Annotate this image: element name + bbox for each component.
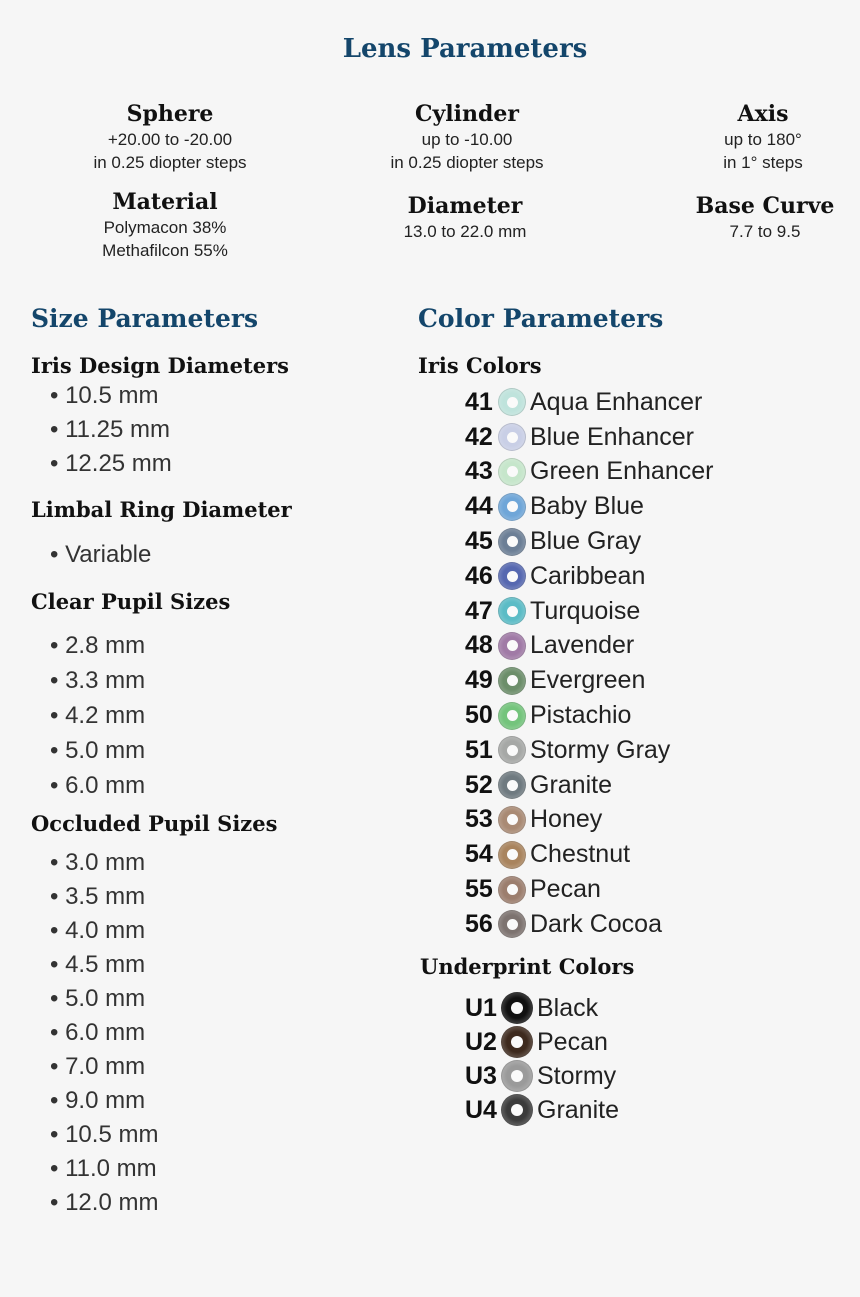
list-item [465,837,713,872]
list-item: • 6.0 mm [50,1016,158,1050]
param-line: Polymacon 38% [103,218,227,237]
iris-swatch-icon [498,702,526,730]
page-title: Lens Parameters [342,34,588,64]
iris-swatch-icon [498,562,526,590]
underprint-swatch-icon [501,992,533,1024]
iris-swatch-icon [498,423,526,451]
list-item [465,1059,619,1093]
color-name: Green Enhancer [530,457,714,486]
underprint-colors-list [465,991,619,1127]
list-item: • 10.5 mm [50,379,172,413]
list-item [465,489,713,524]
material-param [65,188,265,262]
list-item: • 4.0 mm [50,914,158,948]
list-item: • 3.5 mm [50,880,158,914]
color-name: Black [537,993,599,1022]
color-name: Pecan [537,1027,608,1056]
param-name: Base Curve [695,193,835,219]
color-name: Dark Cocoa [530,909,662,938]
list-item: • 5.0 mm [50,982,158,1016]
color-code: 46 [465,561,493,590]
color-code: U1 [465,993,497,1022]
underprint-colors-title: Underprint Colors [420,954,635,979]
color-code: U2 [465,1027,497,1056]
iris-design-diameters-list [50,379,172,481]
color-code: 49 [465,666,493,695]
list-item: • 5.0 mm [50,733,145,768]
color-name: Turquoise [530,596,641,625]
list-item [465,663,713,698]
iris-swatch-icon [498,528,526,556]
list-item [465,991,619,1025]
list-item: • 3.0 mm [50,846,158,880]
list-item: • 10.5 mm [50,1118,158,1152]
list-item: • 7.0 mm [50,1050,158,1084]
iris-swatch-icon [498,458,526,486]
iris-swatch-icon [498,876,526,904]
cylinder-param [367,100,567,174]
iris-design-diameters-title: Iris Design Diameters [31,353,289,378]
color-code: 42 [465,422,493,451]
param-line: 7.7 to 9.5 [729,222,801,241]
list-item [465,733,713,768]
param-line: Methafilcon 55% [102,241,228,260]
list-item: • 2.8 mm [50,628,145,663]
param-line: in 0.25 diopter steps [93,153,247,172]
size-parameters-title: Size Parameters [31,304,259,333]
list-item [465,594,713,629]
list-item [465,768,713,803]
color-name: Stormy [537,1061,617,1090]
underprint-swatch-icon [501,1060,533,1092]
list-item: • 4.2 mm [50,698,145,733]
param-line: +20.00 to -20.00 [107,130,233,149]
iris-colors-list [465,385,713,942]
iris-swatch-icon [498,910,526,938]
clear-pupil-sizes-title: Clear Pupil Sizes [31,589,231,614]
underprint-swatch-icon [501,1094,533,1126]
param-line: up to -10.00 [421,130,513,149]
iris-swatch-icon [498,841,526,869]
param-line: 13.0 to 22.0 mm [403,222,527,241]
color-name: Granite [537,1095,619,1124]
color-code: 53 [465,805,493,834]
list-item [465,629,713,664]
list-item [465,1093,619,1127]
color-code: 45 [465,527,493,556]
list-item [465,803,713,838]
color-parameters-title: Color Parameters [418,304,664,333]
param-name: Material [112,189,218,215]
axis-param [663,100,860,174]
iris-swatch-icon [498,388,526,416]
color-code: 55 [465,875,493,904]
iris-swatch-icon [498,632,526,660]
color-code: 41 [465,387,493,416]
list-item: • 11.25 mm [50,413,172,447]
iris-swatch-icon [498,736,526,764]
param-line: up to 180° [724,130,802,149]
color-code: 47 [465,596,493,625]
underprint-swatch-icon [501,1026,533,1058]
color-name: Granite [530,770,612,799]
color-name: Caribbean [530,561,646,590]
occluded-pupil-sizes-title: Occluded Pupil Sizes [31,811,278,836]
color-name: Blue Gray [530,527,642,556]
list-item: • 12.25 mm [50,447,172,481]
color-name: Pistachio [530,701,632,730]
list-item: • 12.0 mm [50,1186,158,1220]
param-line: in 0.25 diopter steps [390,153,544,172]
list-item: • 6.0 mm [50,768,145,803]
color-code: 50 [465,701,493,730]
color-name: Stormy Gray [530,735,671,764]
color-name: Lavender [530,631,635,660]
list-item [465,420,713,455]
occluded-pupil-sizes-list [50,846,158,1220]
color-code: 51 [465,735,493,764]
clear-pupil-sizes-list [50,628,145,803]
iris-swatch-icon [498,771,526,799]
list-item [465,559,713,594]
color-code: 52 [465,770,493,799]
param-name: Axis [737,101,789,127]
list-item: • 11.0 mm [50,1152,158,1186]
param-name: Diameter [407,193,523,219]
color-code: 56 [465,909,493,938]
iris-swatch-icon [498,806,526,834]
diameter-param [365,192,565,243]
color-name: Pecan [530,875,601,904]
color-code: U3 [465,1061,497,1090]
list-item [465,455,713,490]
iris-swatch-icon [498,667,526,695]
color-name: Blue Enhancer [530,422,695,451]
color-code: U4 [465,1095,497,1124]
list-item [465,907,713,942]
param-name: Sphere [126,101,214,127]
color-name: Baby Blue [530,492,644,521]
param-line: in 1° steps [723,153,803,172]
list-item [465,872,713,907]
list-item: • 4.5 mm [50,948,158,982]
list-item [465,385,713,420]
iris-colors-title: Iris Colors [418,353,542,378]
list-item [465,698,713,733]
list-item [465,1025,619,1059]
color-name: Chestnut [530,840,631,869]
color-code: 54 [465,840,493,869]
iris-swatch-icon [498,493,526,521]
color-code: 43 [465,457,493,486]
list-item: • 9.0 mm [50,1084,158,1118]
list-item: • 3.3 mm [50,663,145,698]
param-name: Cylinder [415,101,519,127]
list-item: • Variable [50,538,151,572]
limbal-ring-diameter-list [50,538,151,572]
base-curve-param [665,192,860,243]
color-name: Aqua Enhancer [530,387,703,416]
list-item [465,524,713,559]
color-code: 48 [465,631,493,660]
color-code: 44 [465,492,493,521]
limbal-ring-diameter-title: Limbal Ring Diameter [31,497,292,522]
sphere-param [70,100,270,174]
color-name: Evergreen [530,666,646,695]
color-name: Honey [530,805,603,834]
iris-swatch-icon [498,597,526,625]
